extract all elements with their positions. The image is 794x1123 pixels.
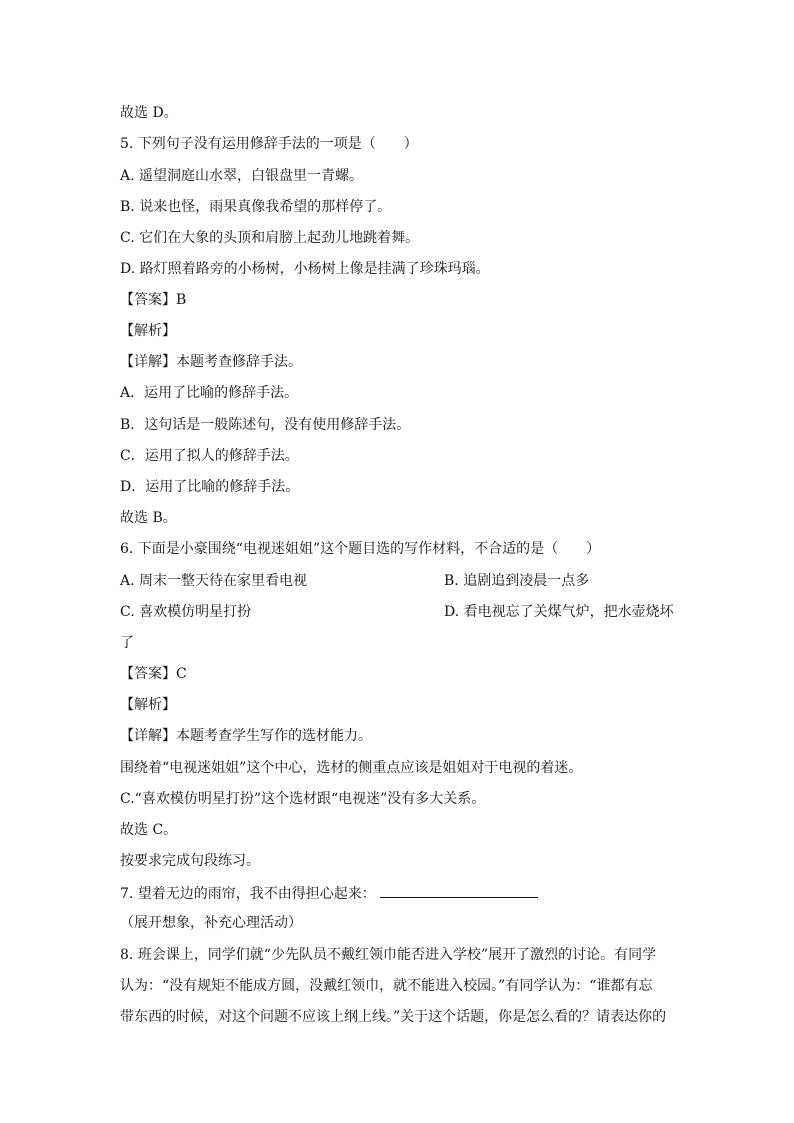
q8-line-2: 认为：“没有规矩不能成方圆，没戴红领巾，就不能进入校园。”有同学认为：“谁都有忘 <box>120 978 653 994</box>
q5-explain-a: A．运用了比喻的修辞手法。 <box>120 385 299 401</box>
q6-detail: 【详解】本题考查学生写作的选材能力。 <box>120 728 372 744</box>
q6-option-b: B. 追剧追到凌晨一点多 <box>444 573 590 589</box>
q6-option-c: C. 喜欢模仿明星打扮 <box>120 604 252 620</box>
section-heading: 按要求完成句段练习。 <box>120 853 260 869</box>
q7-stem: 7. 望着无边的雨帘，我不由得担心起来： <box>120 886 376 902</box>
q6-analysis-heading: 【解析】 <box>120 697 176 713</box>
q7-hint: （展开想象，补充心理活动） <box>120 915 302 931</box>
q5-analysis-heading: 【解析】 <box>120 323 176 339</box>
q6-explain-1: 围绕着“电视迷姐姐”这个中心，选材的侧重点应该是姐姐对于电视的着迷。 <box>120 760 583 776</box>
q8-line-1: 8. 班会课上，同学们就“少先队员不戴红领巾能否进入学校”展开了激烈的讨论。有同学 <box>120 947 657 963</box>
q6-option-d-wrap: 了 <box>120 635 134 651</box>
q5-choice: 故选 B。 <box>120 510 177 526</box>
q6-option-d: D. 看电视忘了关煤气炉，把水壶烧坏 <box>444 604 674 620</box>
q5-detail: 【详解】本题考查修辞手法。 <box>120 354 302 370</box>
q6-option-a: A. 周末一整天待在家里看电视 <box>120 573 308 589</box>
q6-explain-2: C.“喜欢模仿明星打扮”这个选材跟“电视迷”没有多大关系。 <box>120 791 486 807</box>
q5-explain-c: C．运用了拟人的修辞手法。 <box>120 448 299 464</box>
q7-answer-blank[interactable] <box>380 883 538 898</box>
q5-answer: 【答案】B <box>120 292 187 308</box>
prev-answer-choice: 故选 D。 <box>120 105 178 121</box>
q7-line <box>120 883 680 903</box>
q5-option-c: C. 它们在大象的头顶和肩膀上起劲儿地跳着舞。 <box>120 230 420 246</box>
q6-answer: 【答案】C <box>120 666 187 682</box>
q6-choice: 故选 C。 <box>120 822 178 838</box>
q5-option-b: B. 说来也怪，雨果真像我希望的那样停了。 <box>120 199 392 215</box>
q6-stem: 6. 下面是小豪围绕“电视迷姐姐”这个题目选的写作材料，不合适的是（ ） <box>120 541 601 557</box>
q5-explain-d: D．运用了比喻的修辞手法。 <box>120 479 300 495</box>
q5-explain-b: B．这句话是一般陈述句，没有使用修辞手法。 <box>120 417 411 433</box>
q5-option-d: D. 路灯照着路旁的小杨树，小杨树上像是挂满了珍珠玛瑙。 <box>120 261 490 277</box>
q5-stem: 5. 下列句子没有运用修辞手法的一项是（ ） <box>120 136 418 152</box>
q8-line-3: 带东西的时候，对这个问题不应该上纲上线。”关于这个话题，你是怎么看的？请表达你的 <box>120 1009 667 1025</box>
q5-option-a: A. 遥望洞庭山水翠，白银盘里一青螺。 <box>120 168 364 184</box>
